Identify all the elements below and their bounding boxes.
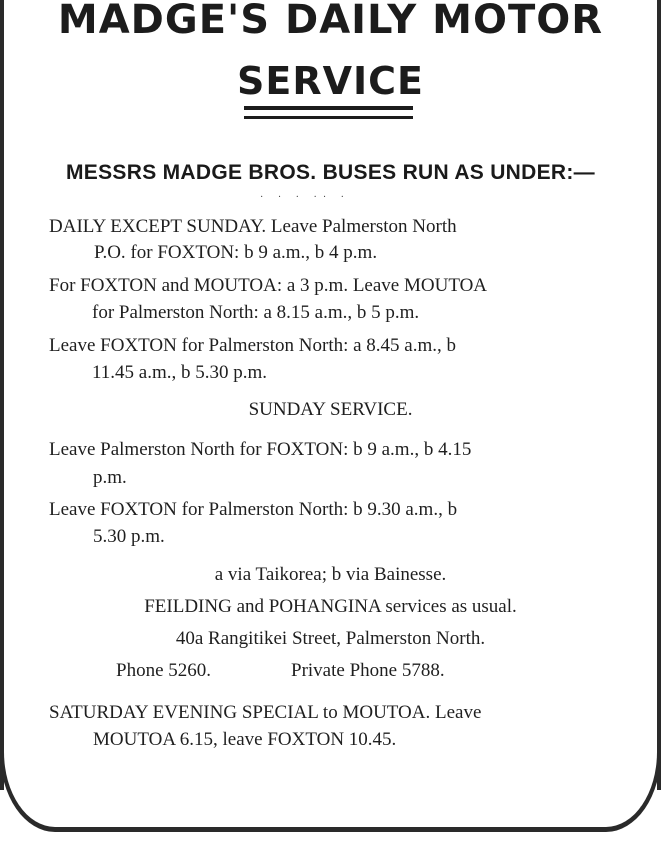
- left-border: [0, 0, 4, 790]
- sunday-line-2: p.m.: [93, 467, 127, 488]
- sunday-heading: SUNDAY SERVICE.: [248, 399, 413, 420]
- sunday-line-3: Leave FOXTON for Palmerston North: b 9.30 a.m., b: [49, 499, 458, 520]
- weekday-line-5: Leave FOXTON for Palmerston North: a 8.45 a.m., b: [49, 335, 457, 356]
- saturday-line-1: SATURDAY EVENING SPECIAL to MOUTOA. Leave: [49, 702, 482, 723]
- weekday-line-6: 11.45 a.m., b 5.30 p.m.: [92, 362, 268, 383]
- via-note: a via Taikorea; b via Bainesse.: [214, 564, 447, 585]
- title-line-1: MADGE'S DAILY MOTOR: [57, 0, 604, 43]
- print-specks: · · · ·· ·: [260, 192, 350, 203]
- private-phone-number: Private Phone 5788.: [291, 660, 445, 681]
- address: 40a Rangitikei Street, Palmerston North.: [175, 628, 486, 649]
- weekday-line-2: P.O. for FOXTON: b 9 a.m., b 4 p.m.: [94, 242, 378, 263]
- weekday-line-3: For FOXTON and MOUTOA: a 3 p.m. Leave MOUTOA: [49, 275, 488, 296]
- sunday-line-1: Leave Palmerston North for FOXTON: b 9 a.m., b 4.15: [49, 439, 472, 460]
- title-line-2: SERVICE: [237, 59, 424, 103]
- sunday-line-4: 5.30 p.m.: [93, 526, 165, 547]
- other-services: FEILDING and POHANGINA services as usual.: [144, 596, 517, 617]
- subheading: MESSRS MADGE BROS. BUSES RUN AS UNDER:—: [66, 161, 595, 184]
- weekday-line-4: for Palmerston North: a 8.15 a.m., b 5 p.m.: [92, 302, 420, 323]
- title-underline-top: [244, 106, 413, 110]
- right-border: [657, 0, 661, 790]
- weekday-line-1: DAILY EXCEPT SUNDAY. Leave Palmerston North: [49, 216, 457, 237]
- phone-number: Phone 5260.: [116, 660, 211, 681]
- saturday-line-2: MOUTOA 6.15, leave FOXTON 10.45.: [93, 729, 397, 750]
- bottom-border: [0, 740, 661, 832]
- title-underline-bottom: [244, 116, 413, 119]
